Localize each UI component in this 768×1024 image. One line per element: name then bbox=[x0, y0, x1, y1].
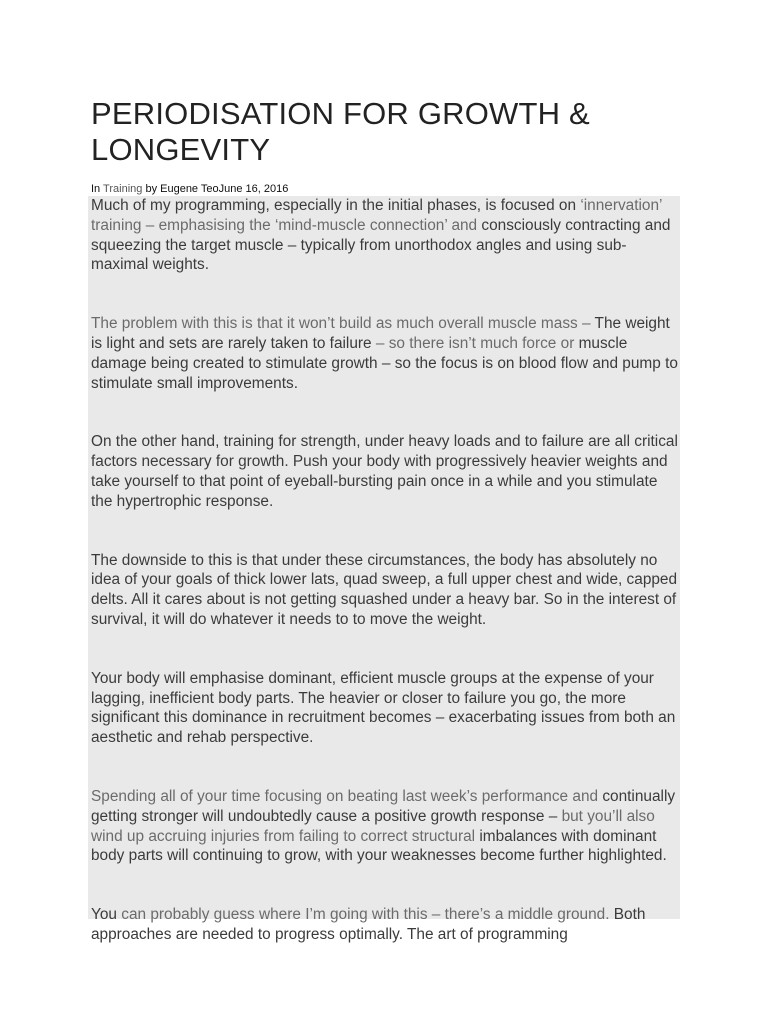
paragraph-text: Your body will emphasise dominant, efficient muscle groups at the expense of your lagging, inefficient body parts. The heavier or closer to failure you go, the more significant this dominance in recruitment becomes – exacerbating issues from both an aesthetic and rehab perspective. bbox=[91, 669, 676, 747]
paragraph-text: The weight is light and sets are rarely taken to failure bbox=[91, 315, 670, 352]
paragraph-text: Much of my programming, especially in the initial phases, is focused on bbox=[91, 197, 581, 214]
article-body bbox=[88, 196, 680, 943]
paragraph bbox=[88, 905, 680, 945]
paragraph-text: Both approaches are needed to progress optimally. The art of programming bbox=[91, 906, 646, 943]
paragraph-text: but you’ll also wind up accruing injuries from failing to correct structural bbox=[91, 807, 655, 845]
paragraph bbox=[88, 196, 680, 275]
byline-author-date: by Eugene TeoJune 16, 2016 bbox=[145, 183, 289, 195]
paragraph-text: muscle damage being created to stimulate growth – so the focus is on blood flow and pump to stimulate small improvements. bbox=[91, 334, 678, 392]
paragraph bbox=[88, 787, 680, 866]
paragraph-text: Spending all of your time focusing on beating last week’s performance and bbox=[91, 787, 599, 805]
byline bbox=[91, 183, 288, 196]
paragraph bbox=[88, 432, 680, 511]
paragraph bbox=[88, 551, 680, 630]
paragraph-text: The downside to this is that under these circumstances, the body has absolutely no idea of your goals of thick lower lats, quad sweep, a full upper chest and wide, capped delts. All it cares about is not getting squashed under a heavy bar. So in the interest of survival, it will do whatever it needs to to move the weight. bbox=[91, 551, 678, 628]
paragraph-text: can probably guess where I’m going with this – there’s a middle ground. bbox=[116, 906, 610, 924]
paragraph-text: ‘innervation’ training – emphasising the ‘mind-muscle connection’ and bbox=[91, 197, 662, 234]
paragraph-text: On the other hand, training for strength, under heavy loads and to failure are all critical factors necessary for growth. Push your body with progressively heavier weights and take yourself to that point of eyeball-bursting pain once in a while and you stimulate the hypertrophic response. bbox=[91, 433, 678, 510]
article-title: PERIODISATION FOR GROWTH & LONGEVITY bbox=[91, 96, 590, 167]
paragraph-text: – so there isn’t much force or bbox=[371, 334, 575, 352]
paragraph-text: consciously contracting and squeezing the target muscle – typically from unorthodox angles and using sub-maximal weights. bbox=[91, 216, 671, 274]
byline-in-label: In bbox=[91, 183, 101, 195]
paragraph bbox=[88, 669, 680, 748]
paragraph-text: The problem with this is that it won’t build as much overall muscle mass – bbox=[91, 315, 595, 333]
paragraph bbox=[88, 314, 680, 393]
paragraph-text: imbalances with dominant body parts will continuing to grow, with your weaknesses become further highlighted. bbox=[91, 827, 667, 865]
category-link[interactable]: Training bbox=[103, 183, 143, 195]
paragraph-text: continually getting stronger will undoubtedly cause a positive growth response – bbox=[91, 787, 676, 825]
paragraph-text: You bbox=[91, 906, 117, 924]
